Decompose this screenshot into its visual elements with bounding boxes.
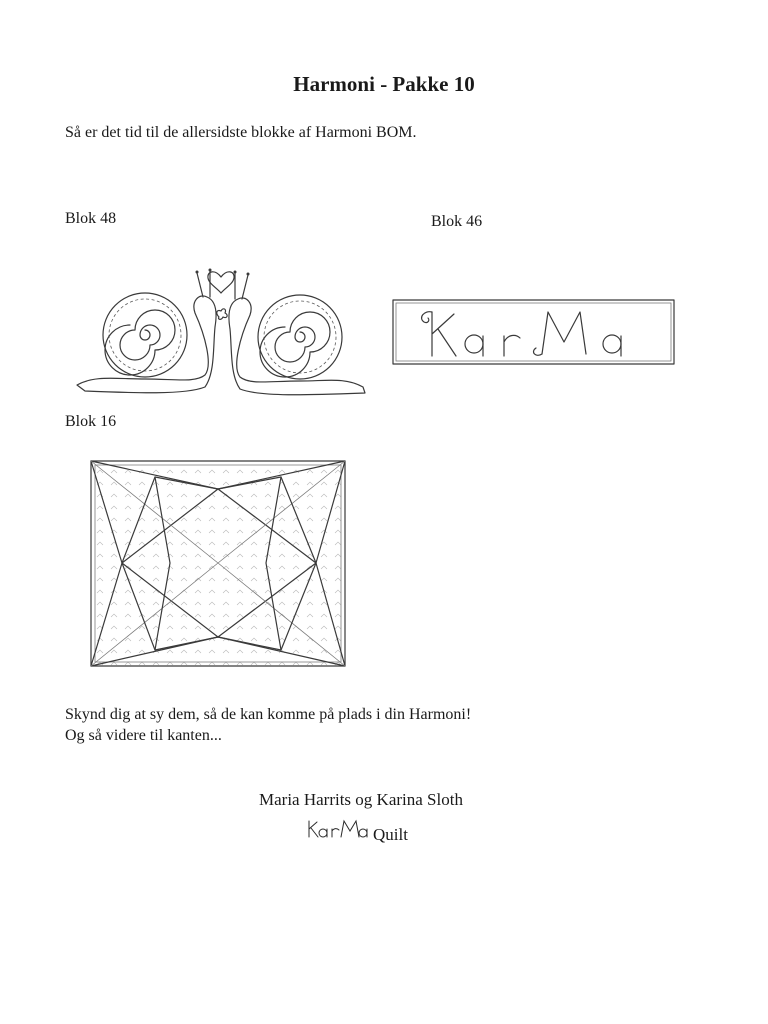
karma-logo [305,818,369,840]
outro-line-1: Skynd dig at sy dem, så de kan komme på plads i din Harmoni! [65,706,472,723]
karma-lettering-block [392,298,676,373]
outro-line-2: Og så videre til kanten... [65,727,222,744]
blok-46-label: Blok 46 [431,213,483,230]
authors-text: Maria Harrits og Karina Sloth [259,790,463,809]
blok-16-label: Blok 16 [65,413,117,430]
star-quilt-block [80,455,350,675]
intro-text: Så er det tid til de allersidste blokke af Harmoni BOM. [65,124,417,141]
page-title: Harmoni - Pakke 10 [293,72,475,96]
heart-icon [208,272,234,293]
signature [305,818,408,845]
blok-48-label: Blok 48 [65,210,117,227]
signature-suffix: Quilt [373,825,408,844]
snails-illustration [65,255,375,410]
